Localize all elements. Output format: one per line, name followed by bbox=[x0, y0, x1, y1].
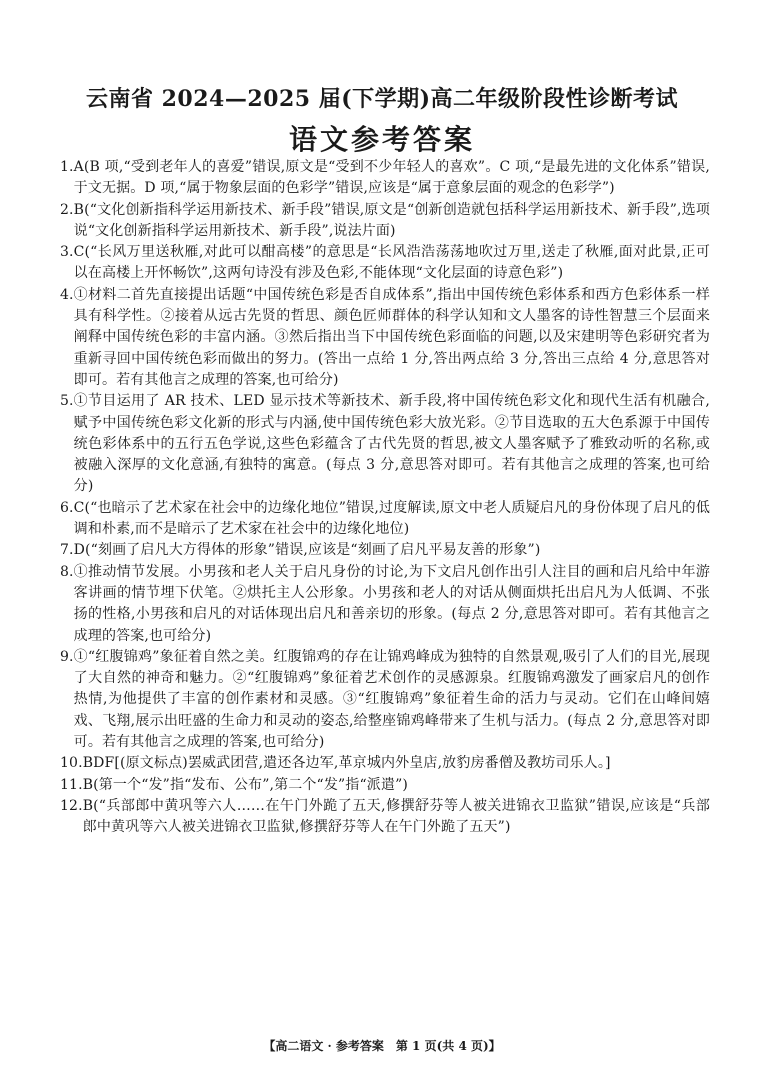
answer-number: 3. bbox=[60, 244, 74, 261]
answer-text: C(“长风万里送秋雁,对此可以酣高楼”的意思是“长风浩浩荡荡地吹过万里,送走了秋雁,面对此景,正可以在高楼上开怀畅饮”,这两句诗没有涉及色彩,不能体现“文化层面的诗意色彩”) bbox=[73, 244, 710, 282]
answer-number: 8. bbox=[60, 563, 74, 580]
page-footer: 【高二语文 · 参考答案 第 1 页(共 4 页)】 bbox=[263, 1039, 501, 1053]
answer-text: A(B 项,“受到老年人的喜爱”错误,原文是“受到不少年轻人的喜欢”。C 项,“是最先进的文化体系”错误,于文无据。D 项,“属于物象层面的色彩学”错误,应该是“属于意象层面的观念的色彩学”) bbox=[73, 159, 710, 197]
exam-title: 云南省 2024—2025 届(下学期)高二年级阶段性诊断考试 bbox=[85, 86, 679, 112]
answer-item-6 bbox=[60, 498, 710, 541]
answer-item-2 bbox=[60, 200, 710, 243]
answer-text: B(“兵部郎中黄巩等六人……在午门外跪了五天,修撰舒芬等人被关进锦衣卫监狱”错误,应该是“兵部郎中黄巩等六人被关进锦衣卫监狱,修撰舒芬等人在午门外跪了五天”) bbox=[82, 797, 710, 836]
answer-item-9 bbox=[60, 647, 710, 753]
answer-text: ①推动情节发展。小男孩和老人关于启凡身份的讨论,为下文启凡创作出引人注目的画和启凡给中年游客讲画的情节埋下伏笔。②烘托主人公形象。小男孩和老人的对话从侧面烘托出启凡为人低调、不张扬的性格,小男孩和启凡的对话体现出启凡和善亲切的形象。(每点 2 分,意思答对即可。若有其他言之成理的答案,也可给分) bbox=[73, 563, 710, 644]
answer-number: 4. bbox=[60, 286, 74, 303]
answer-text: B(第一个“发”指“发布、公布”,第二个“发”指“派遣”) bbox=[82, 776, 408, 793]
answer-number: 7. bbox=[60, 542, 74, 559]
answer-number: 6. bbox=[60, 499, 74, 516]
answer-item-3 bbox=[60, 242, 710, 285]
answer-text: D(“刻画了启凡大方得体的形象”错误,应该是“刻画了启凡平易友善的形象”) bbox=[73, 542, 541, 559]
answer-item-5 bbox=[60, 391, 710, 497]
answer-number: 5. bbox=[60, 393, 74, 410]
answer-item-1 bbox=[60, 157, 710, 200]
answer-text: B(“文化创新指科学运用新技术、新手段”错误,原文是“创新创造就包括科学运用新技术、新手段”,选项说“文化创新指科学运用新技术、新手段”,说法片面) bbox=[73, 201, 710, 239]
answer-list bbox=[60, 157, 710, 839]
answer-item-10 bbox=[60, 753, 710, 774]
answer-number: 9. bbox=[60, 648, 74, 665]
answer-key-heading: 语文参考答案 bbox=[288, 123, 475, 156]
answer-text: C(“也暗示了艺术家在社会中的边缘化地位”错误,过度解读,原文中老人质疑启凡的身份体现了启凡的低调和朴素,而不是暗示了艺术家在社会中的边缘化地位) bbox=[73, 499, 710, 538]
answer-number: 11. bbox=[60, 776, 83, 793]
answer-item-4 bbox=[60, 285, 710, 391]
answer-text: ①“红腹锦鸡”象征着自然之美。红腹锦鸡的存在让锦鸡峰成为独特的自然景观,吸引了人们的目光,展现了大自然的神奇和魅力。②“红腹锦鸡”象征着艺术创作的灵感源泉。红腹锦鸡激发了画家启凡的创作热情,为他提供了丰富的创作素材和灵感。③“红腹锦鸡”象征着生命的活力与灵动。它们在山峰间嬉戏、飞翔,展示出旺盛的生命力和灵动的姿态,给整座锦鸡峰带来了生机与活力。(每点 2 分,意思答对即可。若有其他言之成理的答案,也可给分) bbox=[73, 648, 710, 751]
answer-number: 12. bbox=[60, 797, 83, 814]
answer-number: 1. bbox=[60, 159, 74, 175]
answer-text: ①节目运用了 AR 技术、LED 显示技术等新技术、新手段,将中国传统色彩文化和现代生活有机融合,赋予中国传统色彩文化新的形式与内涵,使中国传统色彩大放光彩。②节目选取的五大色系源于中国传统色彩体系中的五行五色学说,这些色彩蕴含了古代先贤的哲思,被文人墨客赋予了雅致动听的名称,或被融入深厚的文化意涵,有独特的寓意。(每点 3 分,意思答对即可。若有其他言之成理的答案,也可给分) bbox=[73, 393, 710, 495]
answer-item-11 bbox=[60, 775, 710, 796]
answer-text: BDF[(原文标点)罢威武团营,遣还各边军,革京城内外皇店,放豹房番僧及教坊司乐人。] bbox=[82, 755, 611, 772]
answer-item-7 bbox=[60, 540, 710, 561]
answer-text: ①材料二首先直接提出话题“中国传统色彩是否自成体系”,指出中国传统色彩体系和西方色彩体系一样具有科学性。②接着从远古先贤的哲思、颜色匠师群体的科学认知和文人墨客的诗性智慧三个层面来阐释中国传统色彩的丰富内涵。③然后指出当下中国传统色彩面临的问题,以及宋建明等色彩研究者为重新寻回中国传统色彩而做出的努力。(答出一点给 1 分,答出两点给 3 分,答出三点给 4 分,意思答对即可。若有其他言之成理的答案,也可给分) bbox=[73, 286, 710, 388]
answer-item-8 bbox=[60, 562, 710, 647]
answer-number: 10. bbox=[60, 755, 83, 772]
answer-item-12 bbox=[60, 796, 710, 839]
answer-number: 2. bbox=[60, 201, 74, 218]
